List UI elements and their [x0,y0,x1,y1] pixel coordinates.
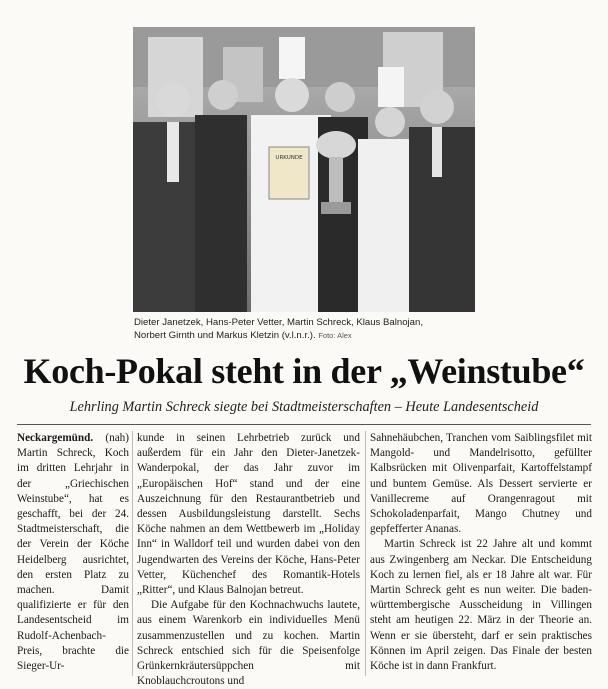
article-column-2 [137,431,360,689]
group-photo-illustration [133,27,475,312]
divider-rule [17,424,591,425]
col3-paragraph-2: Martin Schreck ist 22 Jahre alt und kommt aus Zwingenberg am Neckar. Die Entscheidung Koch zu lernen fiel, als er 18 Jahre alt war. Für Martin Schreck geht es nun weiter. Die baden-württembergische Ausscheidung in Villingen steht am heutigen 22. März in der Theorie an. Wenn er sie übersteht, darf er sein praktisches Können im April zeigen. Das Finale der besten Köche ist in dann Frankfurt. [370,538,592,673]
article-column-3 [370,431,592,674]
col3-paragraph-1: Sahnehäubchen, Tranchen vom Saiblingsfilet mit Mangold- und Mandelrisotto, gefüllter Kalbsrücken mit Olivenparfait, Kartoffelstampf und buntem Gemüse. Als Dessert servierte er Vanillecreme auf Orangenragout mit Schokoladenparfait, Mango Chutney und gepfefferter Ananas. [370,432,592,536]
caption-names: Norbert Girnth und Markus Kletzin (v.l.n.r.). [134,330,316,341]
column-separator [365,431,366,676]
col1-text: (nah) Martin Schreck, Koch im dritten Lehrjahr in der „Griechischen Weinstube“, hat es geschafft, bei der 24. Stadtmeisterschaft, die der Verein der Köche Heidelberg ausrichtet, den ersten Platz zu machen. Damit qualifizierte er für den Landesentscheid im Rudolf-Achenbach-Preis, brachte die Sieger-Ur- [17,432,129,673]
certificate-heading: URKUNDE [275,155,303,161]
headline: Koch-Pokal steht in der „Weinstube“ [23,351,585,391]
col2-paragraph-2: Die Aufgabe für den Kochnachwuchs lautete, aus einem Warenkorb ein individuelles Menü zusammenzustellen und zu kochen. Martin Schreck entschied sich für die Speisenfolge Grünkernkräutersüppchen mit Knoblauchcroutons und [137,599,360,688]
photo-caption [134,316,494,342]
article-column-1 [17,431,129,674]
caption-line-1: Dieter Janetzek, Hans-Peter Vetter, Martin Schreck, Klaus Balnojan, [134,317,424,328]
subheadline: Lehrling Martin Schreck siegte bei Stadtmeisterschaften – Heute Landesentscheid [69,399,539,415]
col2-paragraph-1: kunde in seinen Lehrbetrieb zurück und außerdem für ein Jahr den Dieter-Janetzek-Wanderpokal, der das Jahr zuvor im „Europäischen Hof“ stand und der eine Auszeichnung für den Restaurantbetrieb und dessen Ausbildungsleistung darstellt. Sechs Köche nahmen an dem Wettbewerb im „Holiday Inn“ in Walldorf teil und wurden dabei von den Jugendwarten des Vereins der Köche, Hans-Peter Vetter, Küchenchef des Romantik-Hotels „Ritter“, und Klaus Balnojan betreut. [137,432,360,597]
photo-credit: Foto: Alex [318,331,352,340]
column-separator [132,431,133,676]
news-photo [133,27,475,312]
caption-line-2 [134,329,494,342]
dateline: Neckargemünd. [17,432,94,444]
